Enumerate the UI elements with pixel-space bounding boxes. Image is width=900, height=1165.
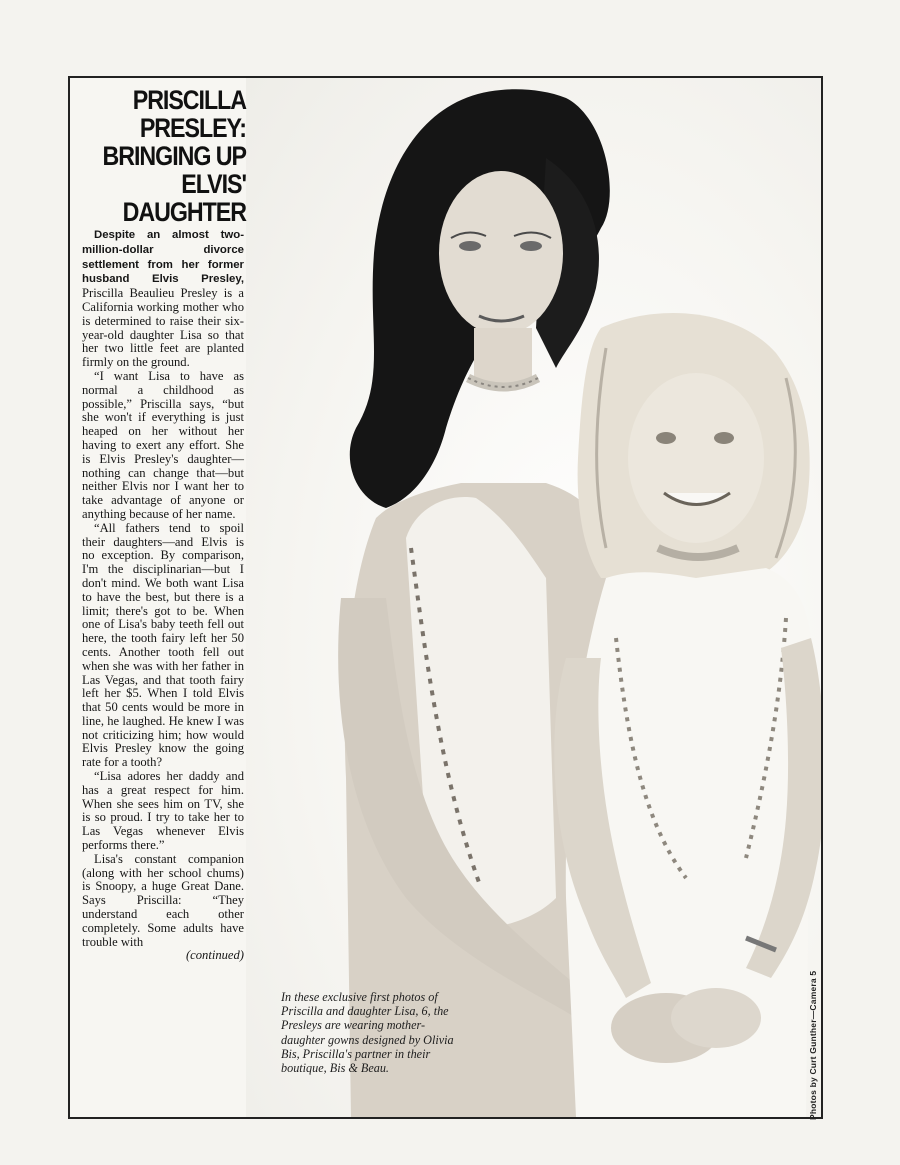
continued-label: (continued) (185, 948, 244, 963)
headline-line: DAUGHTER (122, 197, 246, 227)
article-frame (68, 76, 823, 1119)
photo-credit: Photos by Curt Gunther—Camera 5 (808, 970, 818, 1120)
lead-bold-text: Despite an almost two-million-dollar divorce settlement from her former husband Elvis Presley, (82, 229, 244, 286)
headline-line: PRESLEY: (139, 113, 246, 143)
article-body (82, 228, 244, 963)
headline-line: ELVIS' (181, 169, 246, 199)
body-paragraph: “Lisa adores her daddy and has a great respect for him. When she sees him on TV, she is so proud. I try to take her to Las Vegas whenever Elvis performs there.” (82, 769, 244, 853)
lead-paragraph (82, 228, 244, 370)
headline (93, 86, 246, 226)
body-paragraph: Lisa's constant companion (along with her school chums) is Snoopy, a huge Great Dane. Says Priscilla: “They understand each other completely. Some adults have trouble with (82, 851, 244, 949)
headline-line: PRISCILLA (132, 85, 246, 115)
headline-line: BRINGING UP (102, 141, 246, 171)
body-paragraph: “All fathers tend to spoil their daughters—and Elvis is no exception. By comparison, I'm the disciplinarian—but I don't mind. We both want Lisa to have the best, but there is a limit; there's got to be. When one of Lisa's baby teeth fell out here, the tooth fairy left her 50 cents. Another tooth fell out when she was with her father in Las Vegas, and that tooth fairy left her $5. When I told Elvis that 50 cents would be more in line, he laughed. He knew I was not criticizing him; how would Elvis Presley know the going rate for a tooth? (82, 520, 244, 770)
photo-illustration (246, 78, 821, 1117)
body-paragraph: “I want Lisa to have as normal a childhood as possible,” Priscilla says, “but she won't if everything is just heaped on her without her having to exert any effort. She is Elvis Presley's daughter—nothing can change that—but neither Elvis nor I want her to take advantage of anyone or anything because of her name. (82, 368, 244, 521)
lead-text: Priscilla Beaulieu Presley is a California working mother who is determined to raise their six-year-old daughter Lisa so that her two little feet are planted firmly on the ground. (82, 286, 244, 370)
photo-caption: In these exclusive first photos of Priscilla and daughter Lisa, 6, the Presleys are wearing mother-daughter gowns designed by Olivia Bis, Priscilla's partner in their boutique, Bis & Beau. (281, 990, 454, 1076)
photo-priscilla-and-lisa (246, 78, 821, 1117)
